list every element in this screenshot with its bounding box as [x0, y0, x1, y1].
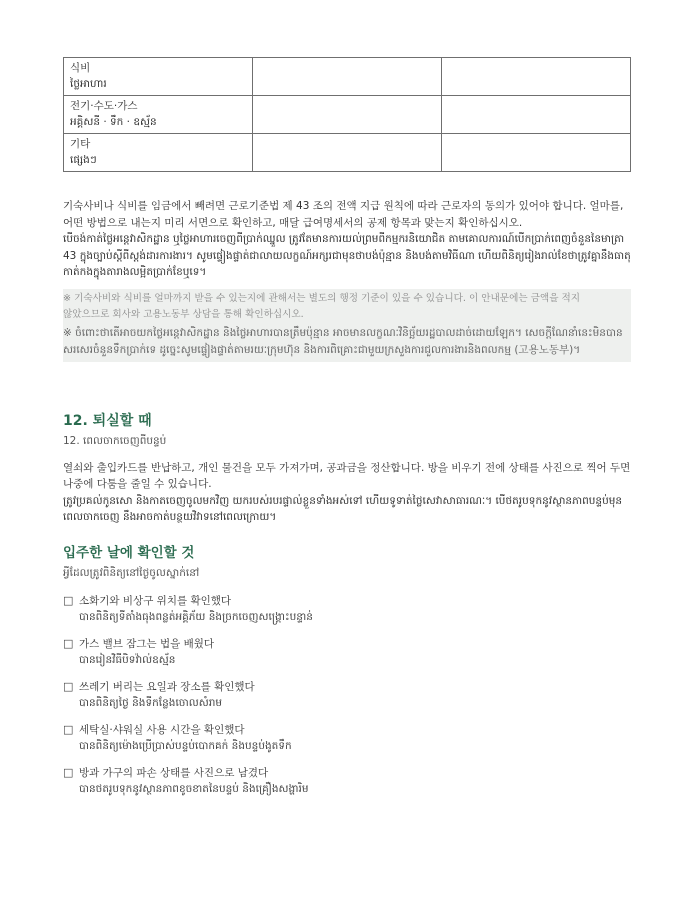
section-12-title: 12. 퇴실할 때	[63, 412, 152, 429]
table-cell-label	[64, 58, 253, 96]
table-cell-empty	[253, 96, 442, 134]
note-km: ※ ចំពោះថាតើអាចយកថ្លៃអន្តេវាសិកដ្ឋាន និងថ្លៃអាហារបានត្រឹមប៉ុន្មាន អាចមានលក្ខណៈវិនិច្ឆ័យរដ្ឋបាលដាច់ដោយឡែក។ សេចក្តីណែនាំនេះមិនបានសរសេរចំនួនទឹកប្រាក់ទេ ដូច្នេះសូមផ្ទៀងផ្ទាត់តាមរយៈក្រុមហ៊ុន និងការពិគ្រោះជាមួយក្រសួងការជួលការងារនិងពលកម្ម (고용노동부)។	[63, 326, 623, 356]
section-12-subtitle: 12. ពេលចាកចេញពីបន្ទប់	[63, 434, 167, 447]
section-12-km: ត្រូវប្រគល់កូនសោ និងកាតចេញចូលមកវិញ យករបស់របរផ្ទាល់ខ្លួនទាំងអស់ទៅ ហើយទូទាត់ថ្លៃសេវាសាធារណៈ។ បើថតរូបទុកនូវស្ថានភាពបន្ទប់មុនពេលចាកចេញ នឹងអាចកាត់បន្ថយវិវាទនៅពេលក្រោយ។	[63, 494, 623, 523]
note-ko-line-2: 않았으므로 회사와 고용노동부 상담을 통해 확인하십시오.	[63, 308, 304, 320]
row-label-ko: 식비	[70, 62, 91, 74]
table-cell-empty	[442, 96, 631, 134]
checkbox-icon[interactable]: □	[63, 765, 74, 779]
checklist-row	[63, 765, 631, 781]
row-label-ko: 전기·수도·가스	[70, 100, 138, 112]
checklist-item-km: បានពិនិត្យទីតាំងធុងពន្លត់អគ្គិភ័យ និងច្រកចេញសង្គ្រោះបន្ទាន់	[79, 610, 313, 623]
note-box	[63, 289, 631, 362]
table-cell-empty	[253, 134, 442, 172]
row-label-km: ថ្លៃអាហារ	[70, 78, 107, 90]
checklist-item-km: បានថតរូបទុកនូវស្ថានភាពខូចខាតនៃបន្ទប់ និងគ្រឿងសង្ហារិម	[79, 782, 309, 795]
checklist-title: 입주한 날에 확인할 것	[63, 544, 195, 561]
cost-table	[63, 57, 631, 172]
note-ko-line-1: ※ 기숙사비와 식비를 얼마까지 받을 수 있는지에 관해서는 별도의 행정 기준이 있을 수 있습니다. 이 안내문에는 금액을 적지	[63, 292, 581, 304]
checklist-item-ko: 세탁실·샤워실 사용 시간을 확인했다	[79, 723, 245, 736]
checklist-row	[63, 593, 631, 609]
table-cell-label	[64, 96, 253, 134]
table-row	[64, 96, 631, 134]
checklist-row	[63, 636, 631, 652]
checklist-item-km: បានរៀនវិធីបិទវ៉ាល់ឧស្ម័ន	[79, 653, 176, 666]
document-page	[63, 57, 631, 808]
paragraph-ko: 기숙사비나 식비를 임금에서 빼려면 근로기준법 제 43 조의 전액 지급 원칙에 따라 근로자의 동의가 있어야 합니다. 얼마를, 어떤 방법으로 내는지 미리 서면으로 확인하고, 매달 급여명세서의 공제 항목과 맞는지 확인하십시오.	[63, 200, 624, 229]
checklist-item-km: បានពិនិត្យម៉ោងប្រើប្រាស់បន្ទប់បោកគក់ និងបន្ទប់ងូតទឹក	[79, 739, 292, 752]
checklist-item	[63, 765, 631, 798]
checklist	[63, 593, 631, 798]
row-label-km: អគ្គិសនី · ទឹក · ឧស្ម័ន	[70, 116, 157, 128]
checklist-subtitle: អ្វីដែលត្រូវពិនិត្យនៅថ្ងៃចូលស្នាក់នៅ	[63, 566, 200, 579]
checklist-item-ko: 방과 가구의 파손 상태를 사진으로 남겼다	[79, 766, 269, 779]
paragraph-km: បើចង់កាត់ថ្លៃអន្តេវាសិកដ្ឋាន ឬថ្លៃអាហារចេញពីប្រាក់ឈ្នួល ត្រូវតែមានការយល់ព្រមពីកម្មករនិយោជិត តាមគោលការណ៍បើកប្រាក់ពេញចំនួននៃមាត្រា 43 ក្នុងច្បាប់ស្តីពីស្តង់ដារការងារ។ សូមផ្ទៀងផ្ទាត់ជាលាយលក្ខណ៍អក្សរជាមុនថាបង់ប៉ុន្មាន និងបង់តាមវិធីណា ហើយពិនិត្យរៀងរាល់ខែថាត្រូវគ្នានឹងធាតុកាត់កងក្នុងតារាងលម្អិតប្រាក់ខែឬទេ។	[63, 233, 631, 278]
table-row	[64, 134, 631, 172]
section-12-body	[63, 460, 631, 526]
checklist-row	[63, 722, 631, 738]
checklist-item-km: បានពិនិត្យថ្ងៃ និងទីកន្លែងចោលសំរាម	[79, 696, 223, 709]
table-cell-empty	[442, 134, 631, 172]
checklist-item	[63, 722, 631, 755]
row-label-km: ផ្សេងៗ	[70, 154, 97, 166]
checklist-item	[63, 679, 631, 712]
checkbox-icon[interactable]: □	[63, 593, 74, 607]
table-cell-label	[64, 134, 253, 172]
checkbox-icon[interactable]: □	[63, 722, 74, 736]
checklist-row	[63, 679, 631, 695]
wage-deduction-paragraph	[63, 198, 631, 281]
checkbox-icon[interactable]: □	[63, 679, 74, 693]
checklist-item-ko: 소화기와 비상구 위치를 확인했다	[79, 594, 232, 607]
row-label-ko: 기타	[70, 138, 91, 150]
checkbox-icon[interactable]: □	[63, 636, 74, 650]
checklist-item-ko: 가스 밸브 잠그는 법을 배웠다	[79, 637, 215, 650]
checklist-item	[63, 636, 631, 669]
checklist-item-ko: 쓰레기 버리는 요일과 장소를 확인했다	[79, 680, 255, 693]
table-cell-empty	[253, 58, 442, 96]
section-12-ko: 열쇠와 출입카드를 반납하고, 개인 물건을 모두 가져가며, 공과금을 정산합니다. 방을 비우기 전에 상태를 사진으로 찍어 두면 나중에 다툼을 줄일 수 있습니다.	[63, 461, 631, 490]
table-row	[64, 58, 631, 96]
table-cell-empty	[442, 58, 631, 96]
checklist-item	[63, 593, 631, 626]
